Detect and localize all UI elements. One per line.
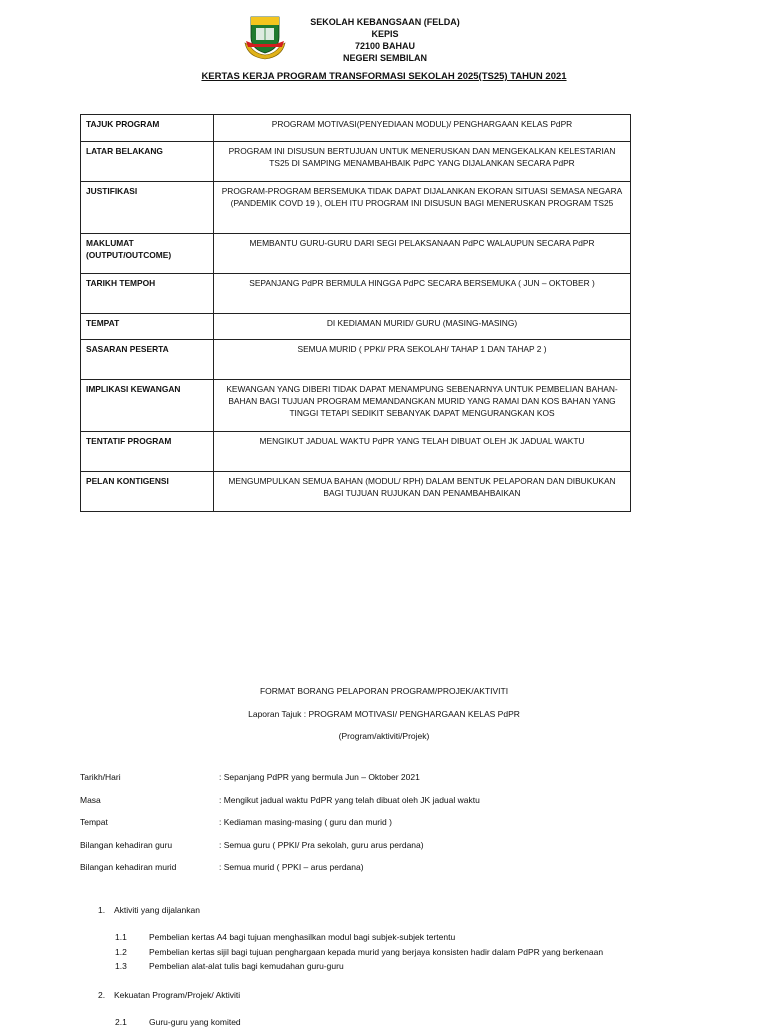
list-item: 1.1 Pembelian kertas A4 bagi tujuan menghasilkan modul bagi subjek-subjek tertentu xyxy=(115,932,456,942)
row-label: TEMPAT xyxy=(81,314,214,340)
row-label: SASARAN PESERTA xyxy=(81,340,214,380)
list-item: 1.2 Pembelian kertas sijil bagi tujuan penghargaan kepada murid yang berjaya konsisten hadir dalam PdPR yang berkenaan xyxy=(115,947,604,957)
field-row xyxy=(80,817,720,840)
row-label: IMPLIKASI KEWANGAN xyxy=(81,380,214,432)
table-row xyxy=(81,182,631,234)
field-row xyxy=(80,772,720,795)
table-row xyxy=(81,340,631,380)
row-value: MEMBANTU GURU-GURU DARI SEGI PELAKSANAAN PdPC WALAUPUN SECARA PdPR xyxy=(214,234,631,274)
row-label: MAKLUMAT (OUTPUT/OUTCOME) xyxy=(81,234,214,274)
section-heading: 1. Aktiviti yang dijalankan xyxy=(98,905,200,915)
school-postcode: 72100 BAHAU xyxy=(354,41,416,51)
field-row xyxy=(80,840,720,863)
list-item: 1.3 Pembelian alat-alat tulis bagi kemudahan guru-guru xyxy=(115,961,344,971)
field-value: : Sepanjang PdPR yang bermula Jun – Oktober 2021 xyxy=(219,772,420,782)
report-heading: FORMAT BORANG PELAPORAN PROGRAM/PROJEK/AKTIVITI xyxy=(259,686,509,696)
row-value: PROGRAM-PROGRAM BERSEMUKA TIDAK DAPAT DIJALANKAN EKORAN SITUASI SEMASA NEGARA (PANDEMIK COVD 19 ), OLEH ITU PROGRAM INI DISUSUN BAGI MENERUSKAN PROGRAM TS25 xyxy=(214,182,631,234)
row-value: MENGUMPULKAN SEMUA BAHAN (MODUL/ RPH) DALAM BENTUK PELAPORAN DAN DIBUKUKAN BAGI TUJUAN RUJUKAN DAN PENAMBAHBAIKAN xyxy=(214,472,631,512)
row-label: TARIKH TEMPOH xyxy=(81,274,214,314)
row-label: TENTATIF PROGRAM xyxy=(81,432,214,472)
row-value: PROGRAM MOTIVASI(PENYEDIAAN MODUL)/ PENGHARGAAN KELAS PdPR xyxy=(214,115,631,142)
section-heading: 2. Kekuatan Program/Projek/ Aktiviti xyxy=(98,990,241,1000)
row-value: DI KEDIAMAN MURID/ GURU (MASING-MASING) xyxy=(214,314,631,340)
field-value: : Mengikut jadual waktu PdPR yang telah dibuat oleh JK jadual waktu xyxy=(219,794,480,805)
table-row xyxy=(81,115,631,142)
list-item: 2.1 Guru-guru yang komited xyxy=(115,1017,241,1027)
row-value: SEMUA MURID ( PPKI/ PRA SEKOLAH/ TAHAP 1 DAN TAHAP 2 ) xyxy=(214,340,631,380)
row-value: SEPANJANG PdPR BERMULA HINGGA PdPC SECARA BERSEMUKA ( JUN – OKTOBER ) xyxy=(214,274,631,314)
field-key: Tempat xyxy=(80,817,108,827)
row-value: PROGRAM INI DISUSUN BERTUJUAN UNTUK MENERUSKAN DAN MENGEKALKAN KELESTARIAN TS25 DI SAMPING MENAMBAHBAIK PdPC YANG DIJALANKAN SECARA PdPR xyxy=(214,142,631,182)
row-label: PELAN KONTIGENSI xyxy=(81,472,214,512)
field-key: Bilangan kehadiran guru xyxy=(80,839,173,850)
table-row xyxy=(81,314,631,340)
row-label: JUSTIFIKASI xyxy=(81,182,214,234)
report-kind: (Program/aktiviti/Projek) xyxy=(338,731,430,741)
field-row xyxy=(80,862,720,885)
field-value: : Kediaman masing-masing ( guru dan murid ) xyxy=(219,817,392,827)
table-row xyxy=(81,234,631,274)
document-title: KERTAS KERJA PROGRAM TRANSFORMASI SEKOLAH 2025(TS25) TAHUN 2021 xyxy=(201,71,567,82)
row-label: TAJUK PROGRAM xyxy=(81,115,214,142)
field-key: Masa xyxy=(80,794,101,805)
table-row xyxy=(81,472,631,512)
field-key: Tarikh/Hari xyxy=(80,772,121,782)
field-value: : Semua guru ( PPKI/ Pra sekolah, guru arus perdana) xyxy=(219,839,424,850)
program-table xyxy=(80,114,631,512)
row-value: KEWANGAN YANG DIBERI TIDAK DAPAT MENAMPUNG SEBENARNYA UNTUK PEMBELIAN BAHAN-BAHAN BAGI TUJUAN PROGRAM MEMANDANGKAN MURID YANG RAMAI DAN KOS BAHAN YANG TINGGI TETAPI SEDIKIT SEBANYAK DAPAT MENGURANGKAN KOS xyxy=(214,380,631,432)
school-name: SEKOLAH KEBANGSAAN (FELDA) KEPIS xyxy=(310,17,460,39)
field-key: Bilangan kehadiran murid xyxy=(80,862,177,872)
table-row xyxy=(81,380,631,432)
table-row xyxy=(81,432,631,472)
row-value: MENGIKUT JADUAL WAKTU PdPR YANG TELAH DIBUAT OLEH JK JADUAL WAKTU xyxy=(214,432,631,472)
report-fields xyxy=(80,772,720,885)
row-label: LATAR BELAKANG xyxy=(81,142,214,182)
school-state: NEGERI SEMBILAN xyxy=(342,53,427,63)
report-subject: Laporan Tajuk : PROGRAM MOTIVASI/ PENGHARGAAN KELAS PdPR xyxy=(248,709,520,719)
school-crest-icon xyxy=(242,13,288,61)
school-header xyxy=(300,16,470,64)
table-row xyxy=(81,274,631,314)
field-row xyxy=(80,795,720,818)
field-value: : Semua murid ( PPKI – arus perdana) xyxy=(219,862,364,872)
table-row xyxy=(81,142,631,182)
